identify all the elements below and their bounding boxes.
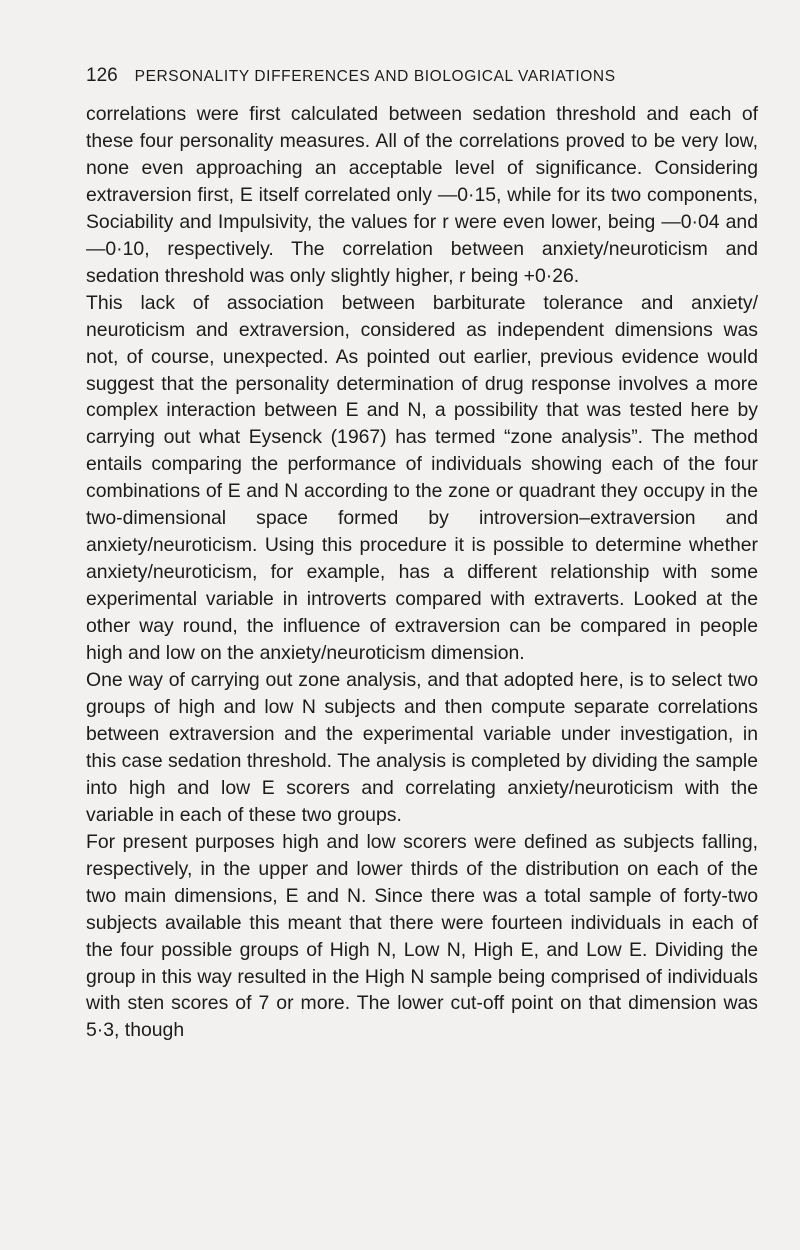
running-head bbox=[86, 64, 726, 88]
paragraph-3: One way of carrying out zone analysis, and that adopted here, is to select two groups of high and low N subjects and then compute separate correlations between extraversion and the experimental variable under investigation, in this case sedation threshold. The analysis is completed by dividing the sample into high and low E scorers and correlating anxiety/neuroticism with the variable in each of these two groups. bbox=[86, 669, 758, 826]
running-title: PERSONALITY DIFFERENCES AND BIOLOGICAL VARIATIONS bbox=[134, 68, 616, 85]
body-text bbox=[86, 101, 758, 1044]
page-number: 126 bbox=[86, 65, 118, 86]
paragraph-2: This lack of association between barbiturate tolerance and anxiety/ neuroticism and extraversion, considered as independent dimensions was not, of course, unexpected. As pointed out earlier, previous evidence would suggest that the personality determination of drug response involves a more complex interaction between E and N, a possibility that was tested here by carrying out what Eysenck (1967) has termed “zone analysis”. The method entails comparing the performance of individuals showing each of the four combinations of E and N according to the zone or quadrant they occupy in the two-dimensional space formed by introversion–extraversion and anxiety/neuroticism. Using this procedure it is possible to determine whether anxiety/neuroticism, for example, has a different relationship with some experimental variable in introverts compared with extraverts. Looked at the other way round, the influence of extraversion can be compared in people high and low on the anxiety/neuroticism dimension. bbox=[86, 291, 758, 665]
paragraph-4: For present purposes high and low scorers were defined as subjects falling, respectively, in the upper and lower thirds of the distribution on each of the two main dimensions, E and N. Since there was a total sample of forty-two subjects available this meant that there were fourteen individuals in each of the four possible groups of High N, Low N, High E, and Low E. Dividing the group in this way resulted in the High N sample being comprised of individuals with sten scores of 7 or more. The lower cut-off point on that dimension was 5·3, though bbox=[86, 830, 758, 1042]
paragraph-1: correlations were first calculated between sedation threshold and each of these four personality measures. All of the correlations proved to be very low, none even approaching an acceptable level of significance. Considering extraversion first, E itself correlated only —0·15, while for its two components, Sociability and Impulsivity, the values for r were even lower, being —0·04 and —0·10, respectively. The correlation between anxiety/neuroticism and sedation threshold was only slightly higher, r being +0·26. bbox=[86, 103, 758, 287]
